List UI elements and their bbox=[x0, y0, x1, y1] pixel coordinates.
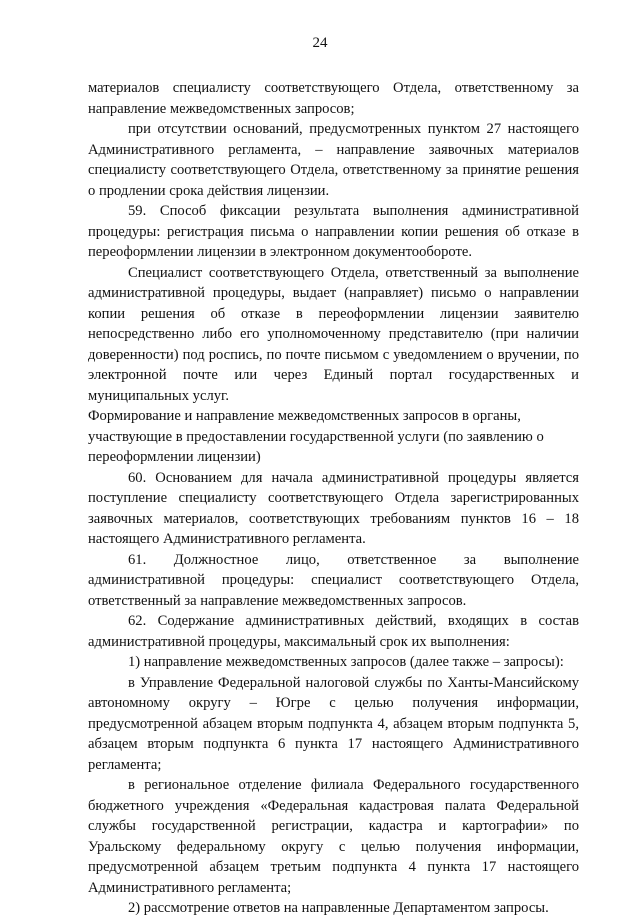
page-number: 24 bbox=[312, 35, 328, 51]
paragraph-continuation: материалов специалисту соответствующего Отдела, ответственному за направление межведомственных запросов; bbox=[88, 80, 579, 117]
paragraph-61: 61. Должностное лицо, ответственное за выполнение административной процедуры: специалист соответствующего Отдела, ответственный за направление межведомственных запросов. bbox=[88, 551, 579, 609]
list-item-tax-service: в Управление Федеральной налоговой службы по Ханты-Мансийскому автономному округу – Югре с целью получения информации, предусмотренной абзацем вторым подпункта 4, абзацем вторым подпункта 5, абзацем вторым подпункта 6 пункта 17 настоящего Административного регламента; bbox=[88, 674, 579, 773]
section-heading-line-1: Формирование и направление межведомственных запросов в органы, bbox=[88, 408, 521, 424]
paragraph-60: 60. Основанием для начала административной процедуры является поступление специалисту соответствующего Отдела зарегистрированных заявочных материалов, соответствующих требованиям пунктов 16 – 18 настоящего Административного регламента. bbox=[88, 469, 579, 547]
section-heading-line-3: переоформлении лицензии) bbox=[88, 449, 261, 465]
paragraph-59: 59. Способ фиксации результата выполнения административной процедуры: регистрация письма о направлении копии решения об отказе в переоформлении лицензии в электронном документообороте. bbox=[88, 203, 579, 260]
paragraph-62: 62. Содержание административных действий, входящих в состав административной процедуры, максимальный срок их выполнения: bbox=[88, 613, 579, 650]
section-heading-line-2: участвующие в предоставлении государственной услуги (по заявлению о bbox=[88, 428, 544, 445]
list-item-2: 2) рассмотрение ответов на направленные Департаментом запросы. bbox=[128, 900, 549, 916]
list-item-cadastral-chamber: в региональное отделение филиала Федерального государственного бюджетного учреждения «Федеральная кадастровая палата Федеральной службы государственной регистрации, кадастра и картографии» по Уральскому федеральному округу с целью получения информации, предусмотренной абзацем третьим подпункта 4 пункта 17 настоящего Административного регламента; bbox=[88, 777, 579, 896]
list-item-1: 1) направление межведомственных запросов (далее также – запросы): bbox=[128, 654, 564, 670]
document-body bbox=[88, 78, 579, 919]
paragraph-specialist: Специалист соответствующего Отдела, ответственный за выполнение административной процедуры, выдает (направляет) письмо о направлении копии решения об отказе в переоформлении лицензии заявителю непосредственно либо его уполномоченному представителю (при наличии доверенности) под роспись, по почте письмом с уведомлением о вручении, по электронной почте или через Единый портал государственных и муниципальных услуг. bbox=[88, 264, 579, 404]
paragraph-no-grounds: при отсутствии оснований, предусмотренных пунктом 27 настоящего Административного регламента, – направление заявочных материалов специалисту соответствующего Отдела, ответственному за принятие решения о продлении срока действия лицензии. bbox=[88, 121, 579, 199]
section-heading bbox=[88, 406, 579, 468]
